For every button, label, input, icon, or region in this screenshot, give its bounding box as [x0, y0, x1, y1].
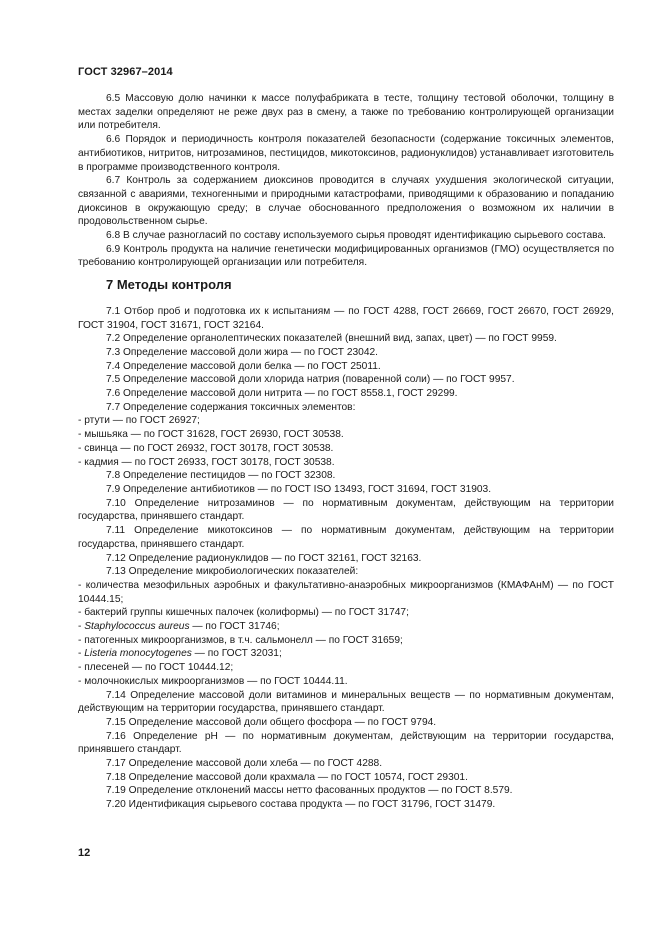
paragraph-6-7: 6.7 Контроль за содержанием диоксинов проводится в случаях ухудшения экологической ситуации, связанной с авариями, техногенными и природными катастрофами, приводящими к образованию и попаданию диоксинов в окружающую среду; в случае обоснованного предположения о возможном их наличии в продовольственном сырье. — [78, 175, 614, 228]
item-7-2: 7.2 Определение органолептических показателей (внешний вид, запах, цвет) — по ГОСТ 9959. — [106, 333, 557, 345]
item-7-3: 7.3 Определение массовой доли жира — по ГОСТ 23042. — [106, 346, 379, 358]
list-item-kmafanm: - количества мезофильных аэробных и факультативно-анаэробных микроорганизмов (КМАФАнМ) — по ГОСТ 10444.15; — [78, 579, 614, 605]
document-header: ГОСТ 32967–2014 — [78, 66, 173, 78]
list-item-cadmium: - кадмия — по ГОСТ 26933, ГОСТ 30178, ГОСТ 30538. — [78, 456, 335, 468]
item-7-20: 7.20 Идентификация сырьевого состава продукта — по ГОСТ 31796, ГОСТ 31479. — [106, 799, 496, 811]
item-7-14: 7.14 Определение массовой доли витаминов и минеральных веществ — по нормативным документам, действующим на территории государства, принявшего стандарт. — [78, 689, 614, 715]
item-7-6: 7.6 Определение массовой доли нитрита — по ГОСТ 8558.1, ГОСТ 29299. — [106, 388, 458, 400]
item-7-9: 7.9 Определение антибиотиков — по ГОСТ ISO 13493, ГОСТ 31694, ГОСТ 31903. — [106, 483, 492, 495]
item-7-18: 7.18 Определение массовой доли крахмала — по ГОСТ 10574, ГОСТ 29301. — [106, 771, 468, 783]
list-item-coliforms: - бактерий группы кишечных палочек (колиформы) — по ГОСТ 31747; — [78, 607, 409, 619]
item-7-19: 7.19 Определение отклонений массы нетто фасованных продуктов — по ГОСТ 8.579. — [106, 785, 513, 797]
item-7-1: 7.1 Отбор проб и подготовка их к испытаниям — по ГОСТ 4288, ГОСТ 26669, ГОСТ 26670, ГОСТ 26929, ГОСТ 31904, ГОСТ 31671, ГОСТ 32164. — [78, 305, 614, 331]
paragraph-6-6: 6.6 Порядок и периодичность контроля показателей безопасности (содержание токсичных элементов, антибиотиков, нитритов, нитрозаминов, пестицидов, микотоксинов, радионуклидов) устанавливает изготовитель в программе производственного контроля. — [78, 134, 614, 173]
list-item-lead: - свинца — по ГОСТ 26932, ГОСТ 30178, ГОСТ 30538. — [78, 442, 334, 454]
document-body — [78, 92, 614, 812]
item-7-12: 7.12 Определение радионуклидов — по ГОСТ 32161, ГОСТ 32163. — [106, 552, 422, 564]
item-7-10: 7.10 Определение нитрозаминов — по нормативным документам, действующим на территории государства, принявшего стандарт. — [78, 497, 614, 523]
method-listeria: — по ГОСТ 32031; — [191, 648, 282, 660]
list-item-molds: - плесеней — по ГОСТ 10444.12; — [78, 662, 234, 674]
item-7-13: 7.13 Определение микробиологических показателей: — [106, 566, 359, 578]
item-7-15: 7.15 Определение массовой доли общего фосфора — по ГОСТ 9794. — [106, 716, 437, 728]
item-7-8: 7.8 Определение пестицидов — по ГОСТ 32308. — [106, 470, 336, 482]
species-name-listeria: Listeria monocytogenes — [84, 648, 192, 660]
item-7-4: 7.4 Определение массовой доли белка — по ГОСТ 25011. — [106, 360, 381, 372]
item-7-5: 7.5 Определение массовой доли хлорида натрия (поваренной соли) — по ГОСТ 9957. — [106, 374, 515, 386]
paragraph-6-9: 6.9 Контроль продукта на наличие генетически модифицированных организмов (ГМО) осуществляется по требованию контролирующей организации или потребителя. — [78, 243, 614, 269]
paragraph-6-5: 6.5 Массовую долю начинки к массе полуфабриката в тесте, толщину тестовой оболочки, толщину в местах заделки определяют не реже двух раз в смену, а также по требованию контролирующей организации или потребителя. — [78, 93, 614, 132]
item-7-17: 7.17 Определение массовой доли хлеба — по ГОСТ 4288. — [106, 758, 383, 770]
item-7-11: 7.11 Определение микотоксинов — по нормативным документам, действующим на территории государства, принявшего стандарт. — [78, 525, 614, 550]
list-item-staphylococcus: - Staphylococcus aureus — по ГОСТ 31746; — [78, 621, 280, 633]
list-item-listeria: - Listeria monocytogenes — по ГОСТ 32031; — [78, 648, 282, 660]
page-number: 12 — [78, 847, 91, 859]
paragraph-6-8: 6.8 В случае разногласий по составу используемого сырья проводят идентификацию сырьевого состава. — [106, 230, 606, 242]
list-item-arsenic: - мышьяка — по ГОСТ 31628, ГОСТ 26930, ГОСТ 30538. — [78, 429, 344, 441]
list-item-pathogens: - патогенных микроорганизмов, в т.ч. сальмонелл — по ГОСТ 31659; — [78, 634, 403, 646]
item-7-16: 7.16 Определение pH — по нормативным документам, действующим на территории государства, принявшего стандарт. — [78, 730, 614, 756]
item-7-7: 7.7 Определение содержания токсичных элементов: — [106, 401, 356, 413]
method-staphylococcus: — по ГОСТ 31746; — [189, 621, 280, 633]
list-item-mercury: - ртути — по ГОСТ 26927; — [78, 415, 200, 427]
species-name-staphylococcus: Staphylococcus aureus — [84, 621, 190, 633]
list-item-lactic-acid: - молочнокислых микроорганизмов — по ГОСТ 10444.11. — [78, 675, 348, 687]
section-7-title: 7 Методы контроля — [106, 277, 232, 293]
